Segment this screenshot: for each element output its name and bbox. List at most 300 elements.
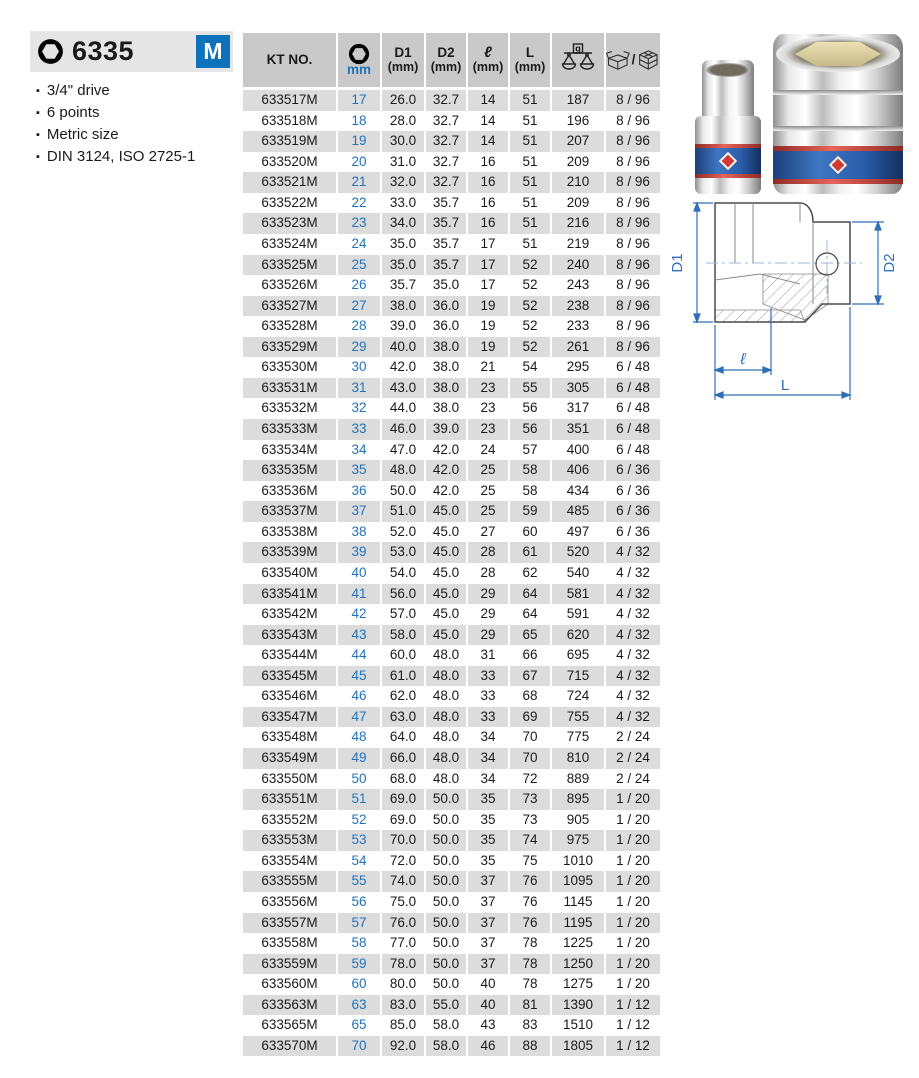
cell-l-small-mm: 40 [467, 995, 509, 1016]
table-row [243, 419, 660, 440]
table-row [243, 707, 660, 728]
cell-packing: 4 / 32 [605, 625, 660, 646]
cell-weight-g: 209 [551, 193, 605, 214]
cell-kt-no: 633543M [243, 625, 337, 646]
cell-d1-mm: 33.0 [381, 193, 425, 214]
cell-weight-g: 905 [551, 810, 605, 831]
cell-kt-no: 633542M [261, 606, 318, 622]
cell-size-mm: 27 [337, 296, 381, 317]
cell-weight-g: 187 [551, 89, 605, 111]
cell-kt-no: 633544M [261, 647, 318, 663]
cell-d2-mm: 45.0 [425, 584, 467, 605]
cell-kt-no: 633517M [243, 89, 337, 111]
cell-kt-no: 633531M [243, 378, 337, 399]
cell-kt-no: 633553M [243, 830, 337, 851]
cell-weight-g: 406 [551, 460, 605, 481]
cell-l-small-mm: 34 [467, 748, 509, 769]
cell-d1-mm: 76.0 [381, 913, 425, 934]
cell-packing: 8 / 96 [605, 131, 660, 152]
cell-d1-mm: 51.0 [381, 501, 425, 522]
cell-size-mm: 55 [337, 871, 381, 892]
cell-size-mm: 34 [337, 440, 381, 461]
feature-list [36, 80, 195, 168]
cell-weight-g: 351 [551, 419, 605, 440]
cell-l-big-mm: 58 [509, 460, 551, 481]
cell-weight-g: 216 [551, 213, 605, 234]
cell-kt-no: 633536M [261, 482, 318, 498]
cell-l-small-mm: 17 [467, 234, 509, 255]
cell-weight-g: 485 [551, 501, 605, 522]
table-row [243, 933, 660, 954]
table-row [243, 542, 660, 563]
cell-weight-g: 1225 [551, 933, 605, 954]
cell-size-mm: 23 [337, 213, 381, 234]
cell-kt-no: 633521M [243, 172, 337, 193]
cell-l-big-mm: 68 [509, 686, 551, 707]
cell-size-mm: 70 [337, 1036, 381, 1057]
cell-weight-g: 219 [551, 234, 605, 255]
table-row [243, 234, 660, 255]
cell-l-small-mm: 33 [467, 686, 509, 707]
cell-kt-no: 633558M [261, 935, 318, 951]
cell-size-mm: 51 [337, 789, 381, 810]
cell-packing: 6 / 48 [605, 378, 660, 399]
cell-size-mm: 36 [337, 481, 381, 502]
cell-l-big-mm: 52 [509, 296, 551, 317]
cell-l-small-mm: 35 [467, 810, 509, 831]
cell-d2-mm: 48.0 [425, 769, 467, 790]
cell-kt-no: 633518M [261, 112, 318, 128]
cell-weight-g: 724 [551, 686, 605, 707]
product-header [30, 31, 233, 72]
cell-size-mm: 21 [337, 172, 381, 193]
cell-l-big-mm: 57 [509, 440, 551, 461]
cell-size-mm: 22 [337, 193, 381, 214]
cell-weight-g: 210 [551, 172, 605, 193]
cell-weight-g: 1510 [551, 1015, 605, 1036]
cell-size-mm: 48 [337, 727, 381, 748]
cell-packing: 8 / 96 [605, 111, 660, 132]
cell-packing: 6 / 48 [605, 419, 660, 440]
cell-d1-mm: 83.0 [381, 995, 425, 1016]
table-row [243, 913, 660, 934]
cell-l-big-mm: 88 [509, 1036, 551, 1057]
cell-packing: 1 / 20 [605, 954, 660, 975]
col-packing [605, 33, 660, 89]
cell-l-small-mm: 21 [467, 357, 509, 378]
cell-l-big-mm: 67 [509, 666, 551, 687]
table-row [243, 1015, 660, 1036]
cell-d1-mm: 28.0 [381, 111, 425, 132]
cell-l-small-mm: 23 [467, 378, 509, 399]
cell-kt-no: 633560M [261, 976, 318, 992]
cell-packing: 8 / 96 [605, 296, 660, 317]
cell-l-small-mm: 35 [467, 789, 509, 810]
cell-d2-mm: 36.0 [425, 316, 467, 337]
cell-l-big-mm: 76 [509, 871, 551, 892]
cell-d1-mm: 64.0 [381, 727, 425, 748]
cell-packing: 1 / 12 [605, 1015, 660, 1036]
cell-l-big-mm: 69 [509, 707, 551, 728]
cell-l-small-mm: 23 [467, 398, 509, 419]
product-photo [660, 22, 919, 194]
cell-l-small-mm: 29 [467, 625, 509, 646]
cell-weight-g: 715 [551, 666, 605, 687]
cell-size-mm: 29 [337, 337, 381, 358]
cell-l-big-mm: 56 [509, 419, 551, 440]
table-row [243, 584, 660, 605]
feature-item: ▪ 6 points [36, 102, 195, 124]
cell-kt-no: 633557M [243, 913, 337, 934]
cell-d2-mm: 48.0 [425, 748, 467, 769]
cell-weight-g: 520 [551, 542, 605, 563]
cell-d2-mm: 35.7 [425, 213, 467, 234]
cell-d1-mm: 78.0 [381, 954, 425, 975]
cell-l-big-mm: 56 [509, 398, 551, 419]
cell-d2-mm: 32.7 [425, 89, 467, 111]
cell-l-small-mm: 24 [467, 440, 509, 461]
cell-size-mm: 25 [337, 255, 381, 276]
cell-kt-no: 633530M [261, 359, 318, 375]
cell-l-small-mm: 29 [467, 584, 509, 605]
l-big-unit: (mm) [514, 59, 546, 74]
table-row [243, 357, 660, 378]
cell-size-mm: 65 [337, 1015, 381, 1036]
cell-weight-g: 695 [551, 645, 605, 666]
cell-d1-mm: 54.0 [381, 563, 425, 584]
feature-item: ▪ DIN 3124, ISO 2725-1 [36, 146, 195, 168]
cell-l-big-mm: 78 [509, 974, 551, 995]
cell-d2-mm: 45.0 [425, 604, 467, 625]
cell-packing: 8 / 96 [605, 316, 660, 337]
cell-d2-mm: 45.0 [425, 563, 467, 584]
cell-weight-g: 207 [551, 131, 605, 152]
cell-l-big-mm: 52 [509, 337, 551, 358]
cell-l-big-mm: 51 [509, 131, 551, 152]
cell-size-mm: 20 [337, 152, 381, 173]
cell-l-big-mm: 60 [509, 522, 551, 543]
cell-weight-g: 620 [551, 625, 605, 646]
scale-grams-icon [561, 43, 595, 73]
cell-l-small-mm: 37 [467, 892, 509, 913]
cell-kt-no: 633529M [243, 337, 337, 358]
cell-packing: 1 / 20 [605, 871, 660, 892]
table-row [243, 337, 660, 358]
cell-weight-g: 305 [551, 378, 605, 399]
cell-l-small-mm: 43 [467, 1015, 509, 1036]
cell-d2-mm: 45.0 [425, 522, 467, 543]
cell-d2-mm: 50.0 [425, 810, 467, 831]
cell-l-small-mm: 28 [467, 542, 509, 563]
col-d1 [381, 33, 425, 89]
table-row [243, 193, 660, 214]
cell-l-small-mm: 37 [467, 933, 509, 954]
cell-kt-no: 633519M [243, 131, 337, 152]
cell-d2-mm: 38.0 [425, 337, 467, 358]
cell-size-mm: 33 [337, 419, 381, 440]
cell-weight-g: 295 [551, 357, 605, 378]
l-big-label: L [525, 44, 535, 60]
cell-weight-g: 209 [551, 152, 605, 173]
cell-packing: 6 / 48 [605, 357, 660, 378]
cell-weight-g: 243 [551, 275, 605, 296]
cell-weight-g: 591 [551, 604, 605, 625]
cell-packing: 1 / 20 [605, 892, 660, 913]
cell-d1-mm: 35.7 [381, 275, 425, 296]
cell-size-mm: 28 [337, 316, 381, 337]
cell-d1-mm: 77.0 [381, 933, 425, 954]
cell-l-big-mm: 51 [509, 152, 551, 173]
cell-l-big-mm: 75 [509, 851, 551, 872]
spec-table-body [243, 89, 660, 1057]
cell-weight-g: 1275 [551, 974, 605, 995]
cell-d2-mm: 58.0 [425, 1015, 467, 1036]
table-row [243, 131, 660, 152]
cell-size-mm: 38 [337, 522, 381, 543]
cell-d1-mm: 31.0 [381, 152, 425, 173]
diagram-l-big-label: L [780, 377, 790, 394]
cell-l-big-mm: 76 [509, 913, 551, 934]
cell-l-big-mm: 58 [509, 481, 551, 502]
cell-size-mm: 56 [337, 892, 381, 913]
cell-packing: 4 / 32 [605, 707, 660, 728]
col-size-mm [337, 33, 381, 89]
cell-l-small-mm: 17 [467, 275, 509, 296]
small-socket-image [695, 60, 761, 194]
cell-packing: 1 / 20 [605, 933, 660, 954]
diagram-d1-label: D1 [669, 253, 686, 273]
d1-unit: (mm) [387, 59, 419, 74]
cell-d1-mm: 42.0 [381, 357, 425, 378]
table-row [243, 830, 660, 851]
cell-l-big-mm: 65 [509, 625, 551, 646]
cell-packing: 4 / 32 [605, 542, 660, 563]
cell-l-small-mm: 16 [467, 172, 509, 193]
cell-kt-no: 633527M [243, 296, 337, 317]
cell-size-mm: 42 [337, 604, 381, 625]
cell-kt-no: 633550M [261, 770, 318, 786]
cell-l-big-mm: 64 [509, 604, 551, 625]
table-row [243, 851, 660, 872]
cell-kt-no: 633520M [261, 153, 318, 169]
cell-weight-g: 1195 [551, 913, 605, 934]
cell-packing: 4 / 32 [605, 604, 660, 625]
cell-d1-mm: 30.0 [381, 131, 425, 152]
cell-kt-no: 633534M [261, 441, 318, 457]
brand-mark [829, 156, 847, 174]
cell-l-small-mm: 37 [467, 954, 509, 975]
cell-d2-mm: 32.7 [425, 111, 467, 132]
table-row [243, 460, 660, 481]
cell-size-mm: 43 [337, 625, 381, 646]
diagram-l-small-label: ℓ [740, 351, 746, 368]
cell-d2-mm: 35.7 [425, 193, 467, 214]
cell-l-small-mm: 35 [467, 830, 509, 851]
cell-l-small-mm: 25 [467, 460, 509, 481]
cell-kt-no: 633528M [261, 318, 318, 334]
table-row [243, 769, 660, 790]
table-row [243, 604, 660, 625]
cell-d1-mm: 58.0 [381, 625, 425, 646]
cell-packing: 4 / 32 [605, 686, 660, 707]
cell-size-mm: 46 [337, 686, 381, 707]
cell-d1-mm: 52.0 [381, 522, 425, 543]
d2-unit: (mm) [430, 59, 462, 74]
cell-kt-no: 633546M [261, 688, 318, 704]
cell-weight-g: 196 [551, 111, 605, 132]
table-header-row [243, 33, 660, 89]
cell-kt-no: 633570M [243, 1036, 337, 1057]
cell-size-mm: 40 [337, 563, 381, 584]
cell-l-big-mm: 83 [509, 1015, 551, 1036]
cell-weight-g: 261 [551, 337, 605, 358]
spec-table [243, 33, 660, 1056]
cell-size-mm: 18 [337, 111, 381, 132]
cell-l-small-mm: 16 [467, 152, 509, 173]
cell-weight-g: 1250 [551, 954, 605, 975]
cell-weight-g: 810 [551, 748, 605, 769]
cell-d1-mm: 85.0 [381, 1015, 425, 1036]
cell-packing: 2 / 24 [605, 727, 660, 748]
cell-l-big-mm: 64 [509, 584, 551, 605]
cell-packing: 1 / 20 [605, 789, 660, 810]
cell-l-small-mm: 46 [467, 1036, 509, 1057]
cell-d1-mm: 43.0 [381, 378, 425, 399]
cell-l-big-mm: 51 [509, 172, 551, 193]
cell-d2-mm: 50.0 [425, 913, 467, 934]
table-row [243, 871, 660, 892]
cell-weight-g: 233 [551, 316, 605, 337]
cell-weight-g: 581 [551, 584, 605, 605]
cell-d1-mm: 44.0 [381, 398, 425, 419]
kt-no-label: KT NO. [266, 51, 313, 67]
cell-l-big-mm: 73 [509, 789, 551, 810]
cell-d2-mm: 42.0 [425, 440, 467, 461]
table-row [243, 995, 660, 1016]
cell-size-mm: 17 [337, 89, 381, 111]
cell-d1-mm: 32.0 [381, 172, 425, 193]
table-row [243, 89, 660, 111]
cell-d2-mm: 50.0 [425, 974, 467, 995]
cell-d1-mm: 75.0 [381, 892, 425, 913]
cell-kt-no: 633533M [243, 419, 337, 440]
cell-l-big-mm: 51 [509, 89, 551, 111]
grams-unit-label: g [575, 43, 581, 54]
cell-size-mm: 26 [337, 275, 381, 296]
cell-kt-no: 633532M [261, 400, 318, 416]
table-row [243, 398, 660, 419]
cell-packing: 6 / 36 [605, 481, 660, 502]
cell-l-big-mm: 52 [509, 275, 551, 296]
cell-weight-g: 895 [551, 789, 605, 810]
cell-weight-g: 1010 [551, 851, 605, 872]
cell-d2-mm: 32.7 [425, 172, 467, 193]
cell-l-small-mm: 16 [467, 213, 509, 234]
cell-d2-mm: 32.7 [425, 152, 467, 173]
cell-d1-mm: 80.0 [381, 974, 425, 995]
cell-size-mm: 59 [337, 954, 381, 975]
cell-weight-g: 755 [551, 707, 605, 728]
cell-d1-mm: 72.0 [381, 851, 425, 872]
col-weight [551, 33, 605, 89]
cell-d2-mm: 48.0 [425, 686, 467, 707]
cell-size-mm: 47 [337, 707, 381, 728]
cell-d2-mm: 48.0 [425, 645, 467, 666]
table-row [243, 378, 660, 399]
cell-packing: 6 / 36 [605, 522, 660, 543]
cell-l-big-mm: 55 [509, 378, 551, 399]
cell-d2-mm: 58.0 [425, 1036, 467, 1057]
cell-packing: 6 / 48 [605, 398, 660, 419]
cell-l-small-mm: 14 [467, 89, 509, 111]
cell-l-small-mm: 40 [467, 974, 509, 995]
cell-l-big-mm: 73 [509, 810, 551, 831]
cell-l-small-mm: 19 [467, 337, 509, 358]
cell-packing: 8 / 96 [605, 152, 660, 173]
cell-d2-mm: 42.0 [425, 460, 467, 481]
cell-l-big-mm: 74 [509, 830, 551, 851]
cell-d1-mm: 74.0 [381, 871, 425, 892]
cell-d2-mm: 35.7 [425, 255, 467, 276]
cell-d2-mm: 50.0 [425, 871, 467, 892]
table-row [243, 522, 660, 543]
cell-d1-mm: 46.0 [381, 419, 425, 440]
cell-packing: 8 / 96 [605, 275, 660, 296]
metric-badge: M [196, 35, 230, 68]
cell-kt-no: 633556M [261, 893, 318, 909]
cell-kt-no: 633541M [243, 584, 337, 605]
cell-size-mm: 31 [337, 378, 381, 399]
cell-weight-g: 400 [551, 440, 605, 461]
cell-d2-mm: 32.7 [425, 131, 467, 152]
cell-d2-mm: 45.0 [425, 501, 467, 522]
cell-kt-no: 633545M [243, 666, 337, 687]
cell-l-small-mm: 33 [467, 707, 509, 728]
cell-kt-no: 633548M [261, 729, 318, 745]
cell-kt-no: 633522M [261, 194, 318, 210]
feature-item: ▪ Metric size [36, 124, 195, 146]
l-small-label: ℓ [484, 43, 492, 61]
cell-packing: 1 / 20 [605, 913, 660, 934]
cell-weight-g: 1805 [551, 1036, 605, 1057]
table-row [243, 563, 660, 584]
cell-d1-mm: 40.0 [381, 337, 425, 358]
cell-d1-mm: 69.0 [381, 789, 425, 810]
cell-kt-no: 633540M [261, 564, 318, 580]
cell-size-mm: 63 [337, 995, 381, 1016]
table-row [243, 625, 660, 646]
cell-kt-no: 633535M [243, 460, 337, 481]
cell-l-small-mm: 25 [467, 501, 509, 522]
cell-packing: 1 / 12 [605, 995, 660, 1016]
brand-mark [719, 152, 737, 170]
cell-kt-no: 633547M [243, 707, 337, 728]
cell-kt-no: 633554M [261, 852, 318, 868]
table-row [243, 686, 660, 707]
packing-separator: / [631, 51, 636, 67]
cell-size-mm: 19 [337, 131, 381, 152]
cell-size-mm: 37 [337, 501, 381, 522]
cell-d2-mm: 35.0 [425, 275, 467, 296]
cell-size-mm: 32 [337, 398, 381, 419]
col-l-small [467, 33, 509, 89]
cell-size-mm: 30 [337, 357, 381, 378]
cell-l-small-mm: 25 [467, 481, 509, 502]
carton-icon [637, 48, 660, 72]
table-row [243, 666, 660, 687]
cell-size-mm: 45 [337, 666, 381, 687]
cell-d1-mm: 35.0 [381, 255, 425, 276]
